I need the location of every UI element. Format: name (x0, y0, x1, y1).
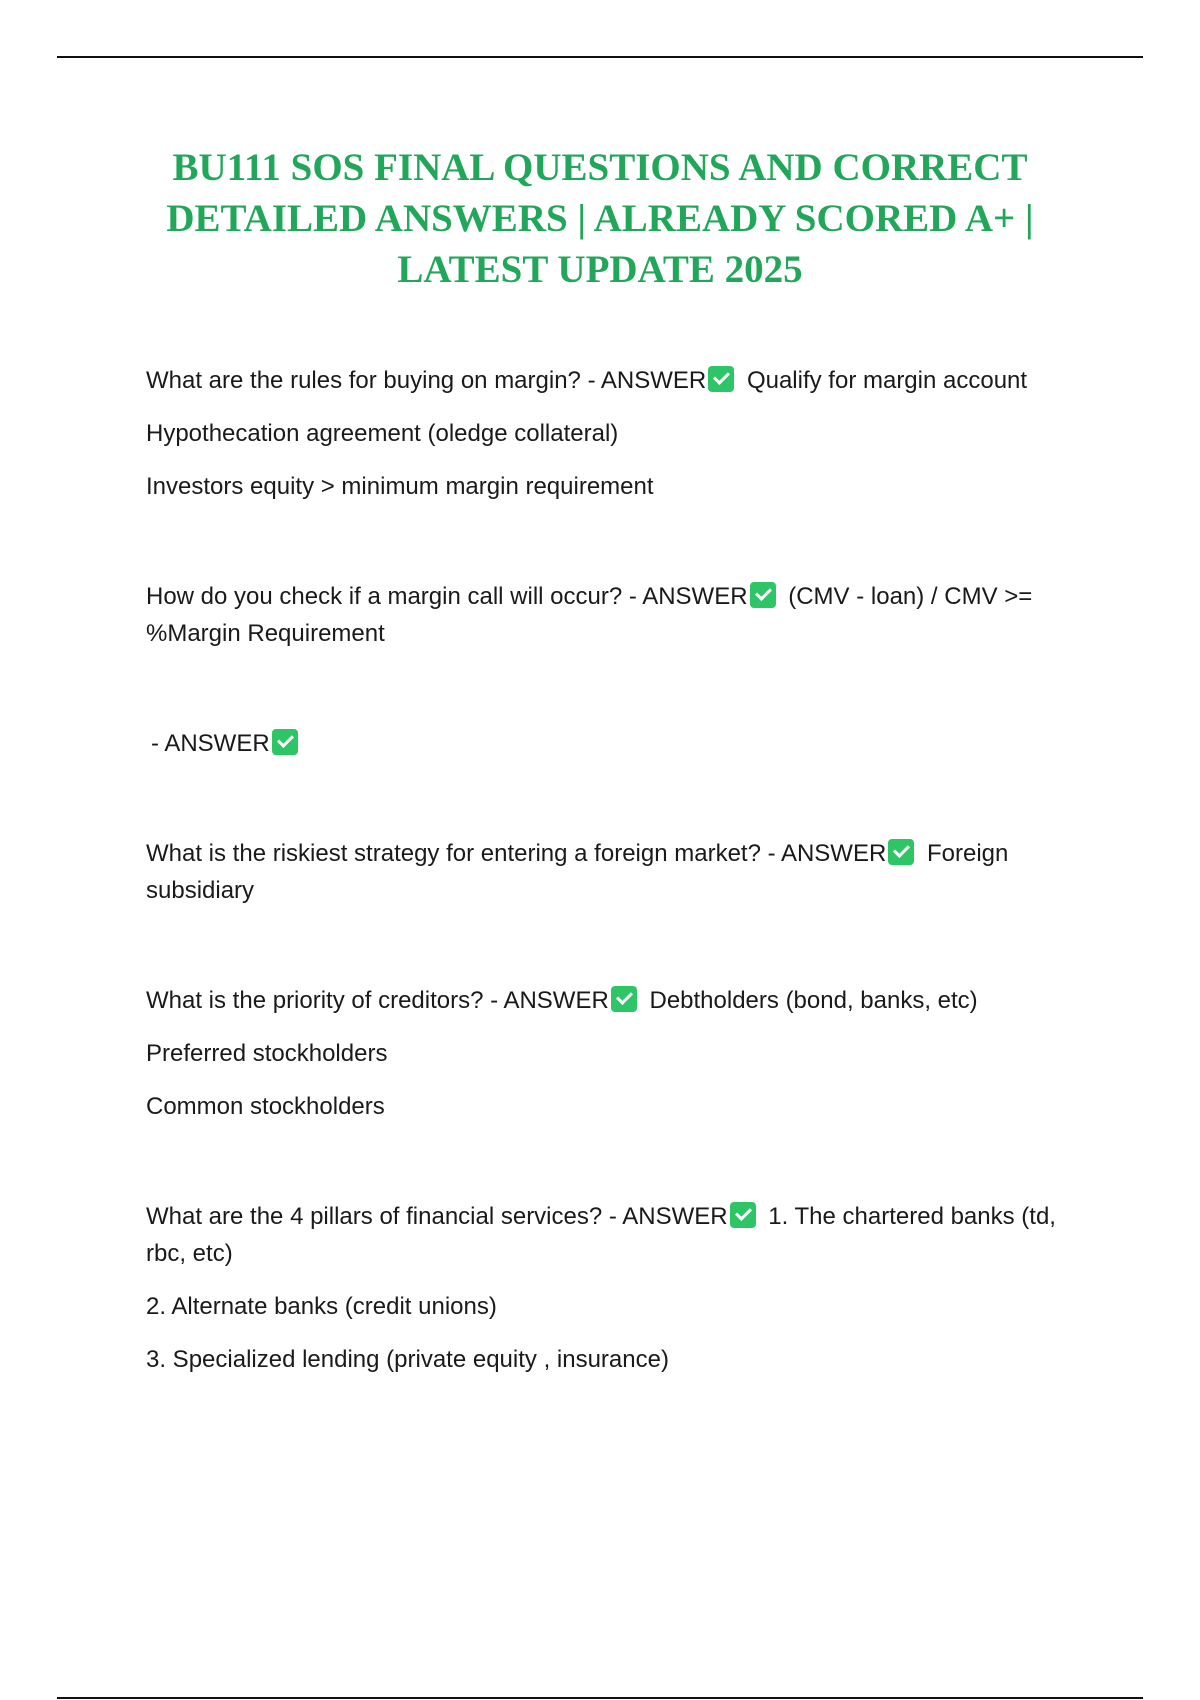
question-text: What is the priority of creditors? (146, 987, 484, 1014)
answer-marker: - ANSWER (767, 840, 887, 867)
question-text: What are the 4 pillars of financial services? (146, 1203, 603, 1230)
answer-line: 3. Specialized lending (private equity , insurance) (146, 1346, 669, 1373)
answer-line: Preferred stockholders (146, 1040, 388, 1067)
qa-line (146, 578, 1086, 652)
qa-item (146, 725, 1086, 762)
answer-text: Qualify for margin account (746, 367, 1028, 394)
answer-marker: - ANSWER (490, 987, 609, 1014)
answer-marker: - ANSWER (151, 730, 270, 757)
document-title: BU111 SOS FINAL QUESTIONS AND CORRECT DETAILED ANSWERS | ALREADY SCORED A+ | LATEST UPDATE 2025 (166, 146, 1034, 291)
qa-item (146, 362, 1086, 505)
answer-text: Foreign subsidiary (146, 840, 1009, 904)
top-rule (57, 56, 1143, 58)
qa-item (146, 835, 1086, 909)
answer-marker: - ANSWER (587, 367, 707, 394)
qa-line (146, 362, 1086, 399)
answer-line: 2. Alternate banks (credit unions) (146, 1293, 497, 1320)
qa-line (146, 982, 1086, 1019)
question-text: What are the rules for buying on margin? (146, 367, 581, 394)
question-text: How do you check if a margin call will occur? (146, 583, 623, 610)
answer-text: Debtholders (bond, banks, etc) (649, 987, 978, 1014)
answer-marker: - ANSWER (628, 583, 748, 610)
check-box-icon (708, 366, 734, 392)
qa-line (146, 1198, 1086, 1272)
check-box-icon (750, 582, 776, 608)
answer-marker: - ANSWER (608, 1203, 728, 1230)
answer-line: Investors equity > minimum margin requirement (146, 473, 654, 500)
check-box-icon (272, 729, 298, 755)
check-box-icon (611, 986, 637, 1012)
answer-line: Common stockholders (146, 1093, 385, 1120)
qa-item (146, 982, 1086, 1125)
qa-item (146, 1198, 1086, 1378)
bottom-rule (57, 1697, 1143, 1699)
qa-item (146, 578, 1086, 652)
answer-text: (CMV - loan) / CMV >= %Margin Requirement (146, 583, 1033, 647)
answer-line: Hypothecation agreement (oledge collateral) (146, 420, 619, 447)
question-text: What is the riskiest strategy for entering a foreign market? (146, 840, 761, 867)
check-box-icon (730, 1202, 756, 1228)
answer-text: 1. The chartered banks (td, rbc, etc) (146, 1203, 1056, 1267)
qa-line (146, 835, 1086, 909)
qa-list (146, 362, 1086, 1451)
check-box-icon (888, 839, 914, 865)
qa-line (151, 725, 1086, 762)
